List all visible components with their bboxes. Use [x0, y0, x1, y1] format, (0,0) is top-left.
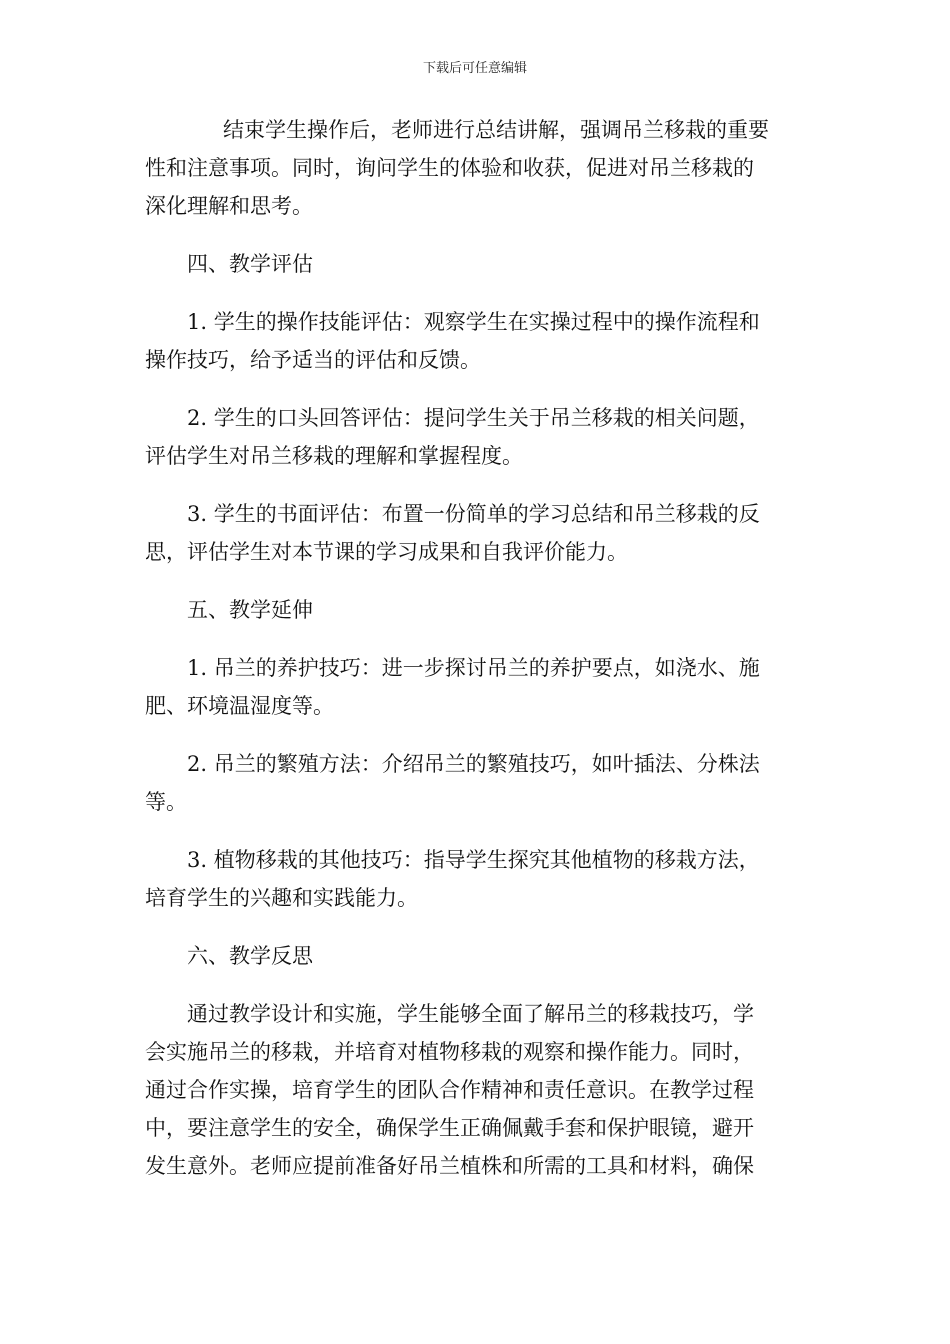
text-line: 操作技巧，给予适当的评估和反馈。 — [145, 348, 481, 372]
heading-text: 六、教学反思 — [187, 944, 313, 968]
text-line: 发生意外。老师应提前准备好吊兰植株和所需的工具和材料，确保 — [145, 1154, 754, 1178]
text-line: 中，要注意学生的安全，确保学生正确佩戴手套和保护眼镜，避开 — [145, 1116, 754, 1140]
paragraph-summary — [145, 111, 807, 225]
list-item — [145, 649, 807, 725]
text-line: 肥、环境温湿度等。 — [145, 694, 334, 718]
paragraph-reflection — [145, 995, 807, 1185]
text-line: 1. 吊兰的养护技巧：进一步探讨吊兰的养护要点，如浇水、施 — [187, 656, 760, 680]
text-line: 性和注意事项。同时，询问学生的体验和收获，促进对吊兰移栽的 — [145, 156, 754, 180]
text-line: 会实施吊兰的移栽，并培育对植物移栽的观察和操作能力。同时， — [145, 1040, 754, 1064]
heading-text: 四、教学评估 — [187, 252, 313, 276]
text-line: 等。 — [145, 790, 187, 814]
document-body — [145, 111, 807, 1185]
section-heading-5 — [145, 591, 807, 629]
list-item — [145, 745, 807, 821]
text-line: 1. 学生的操作技能评估：观察学生在实操过程中的操作流程和 — [187, 310, 760, 334]
section-heading-6 — [145, 937, 807, 975]
section-heading-4 — [145, 245, 807, 283]
text-line: 深化理解和思考。 — [145, 194, 313, 218]
text-line: 2. 吊兰的繁殖方法：介绍吊兰的繁殖技巧，如叶插法、分株法 — [187, 752, 760, 776]
list-item — [145, 399, 807, 475]
text-line: 思，评估学生对本节课的学习成果和自我评价能力。 — [145, 540, 628, 564]
list-item — [145, 841, 807, 917]
text-line: 3. 植物移栽的其他技巧：指导学生探究其他植物的移栽方法， — [187, 848, 760, 872]
text-line: 3. 学生的书面评估：布置一份简单的学习总结和吊兰移栽的反 — [187, 502, 760, 526]
text-line: 通过合作实操，培育学生的团队合作精神和责任意识。在教学过程 — [145, 1078, 754, 1102]
text-line: 通过教学设计和实施，学生能够全面了解吊兰的移栽技巧，学 — [187, 1002, 754, 1026]
text-line: 2. 学生的口头回答评估：提问学生关于吊兰移栽的相关问题， — [187, 406, 760, 430]
text-line: 结束学生操作后，老师进行总结讲解，强调吊兰移栽的重要 — [223, 118, 769, 142]
list-item — [145, 303, 807, 379]
page-header: 下载后可任意编辑 — [422, 61, 527, 76]
text-line: 培育学生的兴趣和实践能力。 — [145, 886, 418, 910]
text-line: 评估学生对吊兰移栽的理解和掌握程度。 — [145, 444, 523, 468]
heading-text: 五、教学延伸 — [187, 598, 313, 622]
list-item — [145, 495, 807, 571]
